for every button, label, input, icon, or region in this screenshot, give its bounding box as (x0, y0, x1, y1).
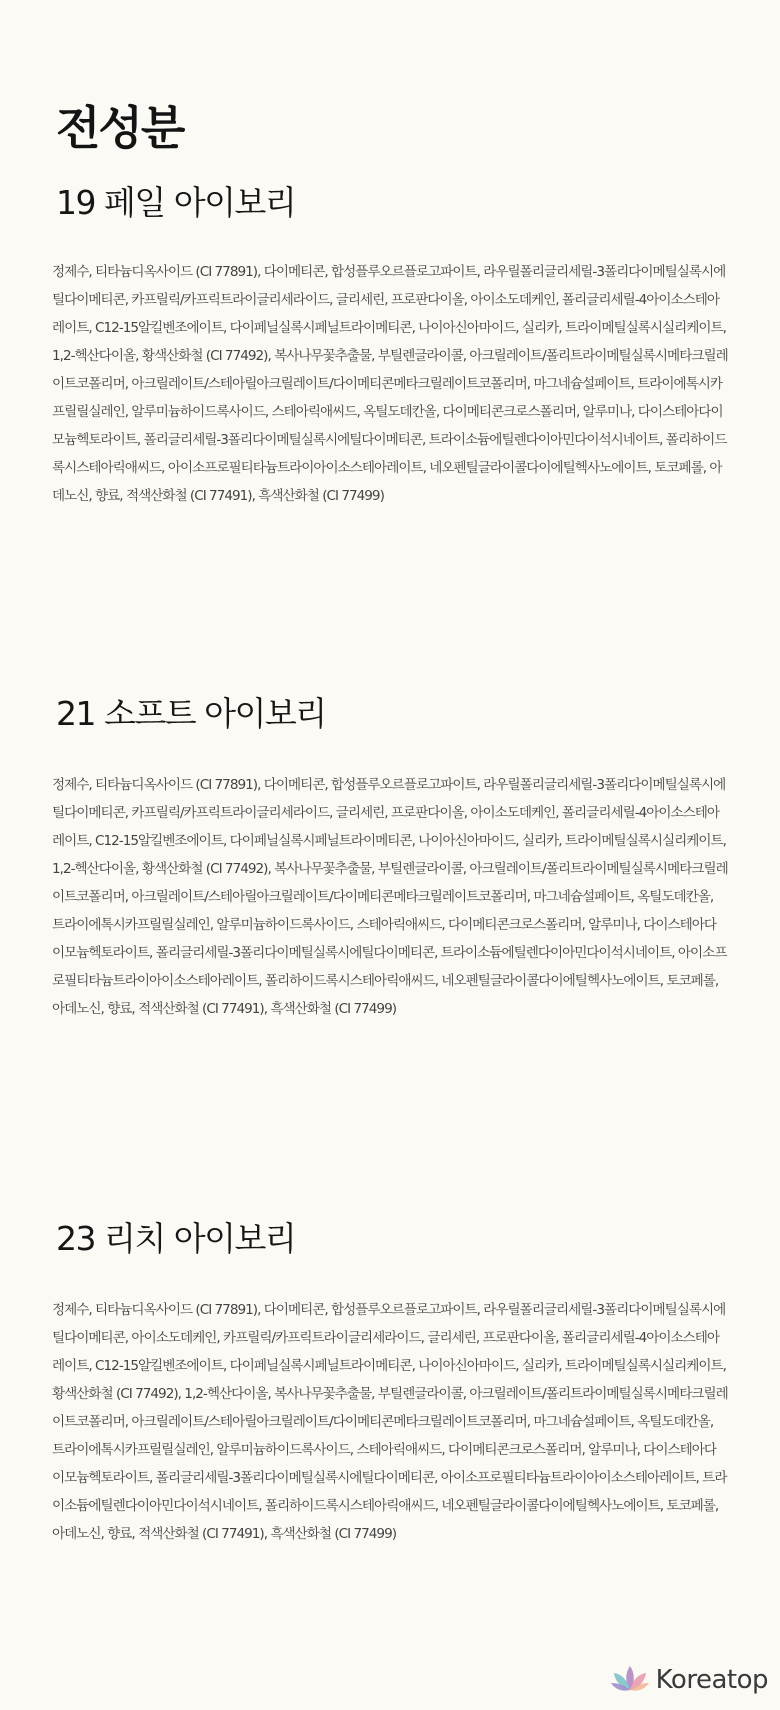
lotus-icon (610, 1664, 650, 1696)
page-title: 전성분 (56, 101, 184, 155)
brand-name: Koreatop (655, 1665, 768, 1695)
brand-watermark (610, 1664, 768, 1696)
ingredient-list-21: 정제수, 티타늄디옥사이드 (CI 77891), 다이메티콘, 합성플루오르플로고파이트, 라우릴폴리글리세릴-3폴리다이메틸실록시에틸다이메티콘, 카프릴릭/카프릭트라이글리세라이드, 글리세린, 프로판다이올, 아이소도데케인, 폴리글리세릴-4아이소스테아레이트, C12-15알킬벤조에이트, 다이페닐실록시페닐트라이메티콘, 나이아신아마이드, 실리카, 트라이메틸실록시실리케이트, 1,2-헥산다이올, 황색산화철 (CI 77492), 복사나무꽃추출물, 부틸렌글라이콜, 아크릴레이트/폴리트라이메틸실록시메타크릴레이트코폴리머, 아크릴레이트/스테아릴아크릴레이트/다이메티콘메타크릴레이트코폴리머, 마그네슘설페이트, 옥틸도데칸올, 트라이에톡시카프릴릴실레인, 알루미늄하이드록사이드, 스테아릭애씨드, 다이메티콘크로스폴리머, 알루미나, 다이스테아다이모늄헥토라이트, 폴리글리세릴-3폴리다이메틸실록시에틸다이메티콘, 트라이소듐에틸렌다이아민다이석시네이트, 아이소프로필티타늄트라이아이소스테아레이트, 폴리하이드록시스테아릭애씨드, 네오펜틸글라이콜다이에틸헥사노에이트, 토코페롤, 아데노신, 향료, 적색산화철 (CI 77491), 흑색산화철 (CI 77499) (52, 777, 728, 1017)
shade-title-23: 23 리치 아이보리 (56, 1219, 296, 1258)
shade-title-21: 21 소프트 아이보리 (56, 694, 326, 733)
ingredient-list-19: 정제수, 티타늄디옥사이드 (CI 77891), 다이메티콘, 합성플루오르플로고파이트, 라우릴폴리글리세릴-3폴리다이메틸실록시에틸다이메티콘, 카프릴릭/카프릭트라이글리세라이드, 글리세린, 프로판다이올, 아이소도데케인, 폴리글리세릴-4아이소스테아레이트, C12-15알킬벤조에이트, 다이페닐실록시페닐트라이메티콘, 나이아신아마이드, 실리카, 트라이메틸실록시실리케이트, 1,2-헥산다이올, 황색산화철 (CI 77492), 복사나무꽃추출물, 부틸렌글라이콜, 아크릴레이트/폴리트라이메틸실록시메타크릴레이트코폴리머, 아크릴레이트/스테아릴아크릴레이트/다이메티콘메타크릴레이트코폴리머, 마그네슘설페이트, 트라이에톡시카프릴릴실레인, 알루미늄하이드록사이드, 스테아릭애씨드, 옥틸도데칸올, 다이메티콘크로스폴리머, 알루미나, 다이스테아다이모늄헥토라이트, 폴리글리세릴-3폴리다이메틸실록시에틸다이메티콘, 트라이소듐에틸렌다이아민다이석시네이트, 폴리하이드록시스테아릭애씨드, 아이소프로필티타늄트라이아이소스테아레이트, 네오펜틸글라이콜다이에틸헥사노에이트, 토코페롤, 아데노신, 향료, 적색산화철 (CI 77491), 흑색산화철 (CI 77499) (52, 264, 728, 504)
ingredient-list-23: 정제수, 티타늄디옥사이드 (CI 77891), 다이메티콘, 합성플루오르플로고파이트, 라우릴폴리글리세릴-3폴리다이메틸실록시에틸다이메티콘, 아이소도데케인, 카프릴릭/카프릭트라이글리세라이드, 글리세린, 프로판다이올, 폴리글리세릴-4아이소스테아레이트, C12-15알킬벤조에이트, 다이페닐실록시페닐트라이메티콘, 나이아신아마이드, 실리카, 트라이메틸실록시실리케이트, 황색산화철 (CI 77492), 1,2-헥산다이올, 복사나무꽃추출물, 부틸렌글라이콜, 아크릴레이트/폴리트라이메틸실록시메타크릴레이트코폴리머, 아크릴레이트/스테아릴아크릴레이트/다이메티콘메타크릴레이트코폴리머, 마그네슘설페이트, 옥틸도데칸올, 트라이에톡시카프릴릴실레인, 알루미늄하이드록사이드, 스테아릭애씨드, 다이메티콘크로스폴리머, 알루미나, 다이스테아다이모늄헥토라이트, 폴리글리세릴-3폴리다이메틸실록시에틸다이메티콘, 아이소프로필티타늄트라이아이소스테아레이트, 트라이소듐에틸렌다이아민다이석시네이트, 폴리하이드록시스테아릭애씨드, 네오펜틸글라이콜다이에틸헥사노에이트, 토코페롤, 아데노신, 향료, 적색산화철 (CI 77491), 흑색산화철 (CI 77499) (52, 1302, 728, 1542)
shade-title-19: 19 페일 아이보리 (56, 183, 296, 222)
